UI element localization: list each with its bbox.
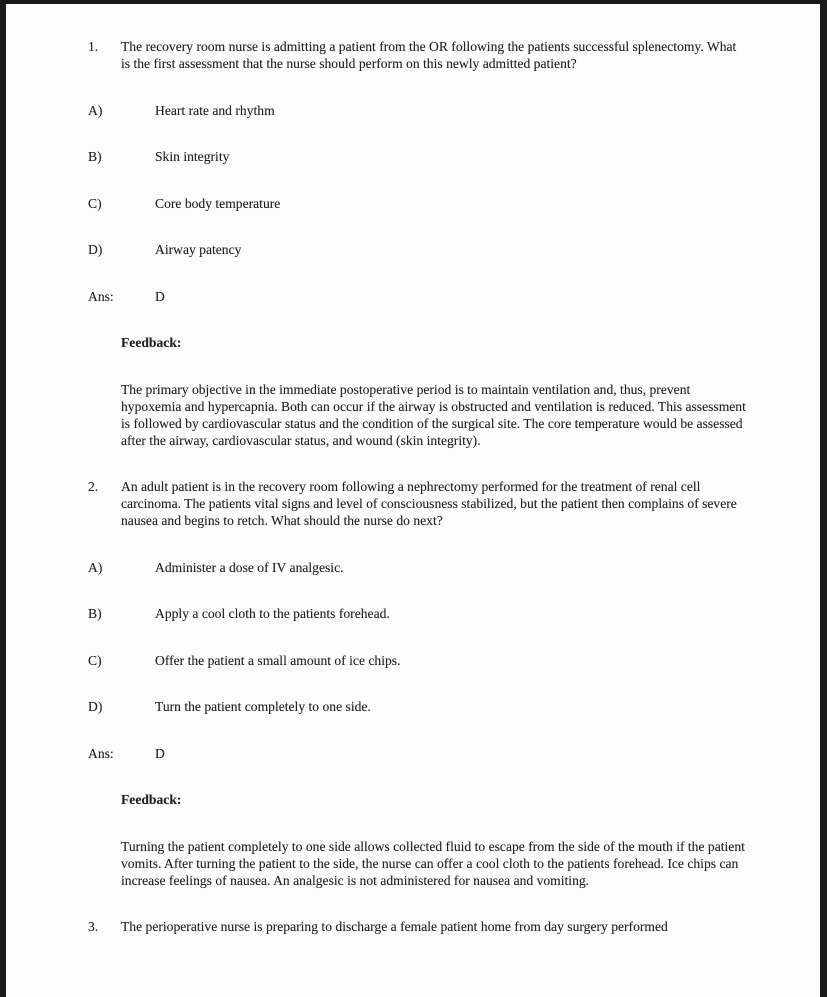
- option-text: Skin integrity: [155, 149, 230, 164]
- question-1-option-c: [88, 195, 748, 212]
- question-number: 2.: [88, 479, 99, 494]
- page-edge-right: [820, 0, 827, 997]
- question-2-option-d: [88, 698, 748, 715]
- question-number: 3.: [88, 919, 99, 934]
- question-1-feedback-heading: Feedback:: [121, 335, 182, 350]
- question-1-answer: [88, 288, 748, 305]
- question-2-option-b: [88, 605, 748, 622]
- option-text: Apply a cool cloth to the patients forehead.: [155, 606, 390, 621]
- page-edge-left: [0, 0, 6, 997]
- answer-label: Ans:: [88, 745, 114, 761]
- question-2-option-a: [88, 559, 748, 576]
- question-2-answer: [88, 745, 748, 762]
- answer-label: Ans:: [88, 288, 114, 304]
- question-2: [88, 478, 748, 529]
- question-2-feedback-heading: Feedback:: [121, 792, 182, 807]
- question-3: [88, 918, 748, 935]
- question-2-option-c: [88, 652, 748, 669]
- option-letter: B): [88, 606, 102, 621]
- page-edge-top: [0, 0, 827, 4]
- question-1-option-b: [88, 148, 748, 165]
- answer-value: D: [155, 288, 165, 304]
- option-text: Administer a dose of IV analgesic.: [155, 559, 344, 575]
- quiz-content: [88, 38, 748, 935]
- option-text: Airway patency: [155, 242, 242, 257]
- option-text: Offer the patient a small amount of ice chips.: [155, 652, 401, 668]
- question-2-feedback-text: Turning the patient completely to one side allows collected fluid to escape from the side of the mouth if the patient vomits. After turning the patient to the side, the nurse can offer a cool cloth to the patients forehead. Ice chips can increase feelings of nausea. An analgesic is not administered for nausea and vomiting.: [121, 838, 745, 888]
- question-1-option-d: [88, 241, 748, 258]
- question-1-feedback-text: The primary objective in the immediate postoperative period is to maintain ventilation and, thus, prevent hypoxemia and hypercapnia. Both can occur if the airway is obstructed and ventilation is reduced. This assessment is followed by cardiovascular status and the condition of the surgical site. The core temperature would be assessed after the airway, cardiovascular status, and wound (skin integrity).: [121, 381, 746, 448]
- option-letter: D): [88, 699, 103, 714]
- option-letter: C): [88, 195, 102, 211]
- question-1-option-a: [88, 102, 748, 119]
- answer-value: D: [155, 745, 165, 761]
- option-text: Core body temperature: [155, 195, 281, 211]
- option-letter: B): [88, 149, 102, 164]
- option-letter: C): [88, 652, 102, 668]
- option-letter: D): [88, 242, 103, 257]
- question-text: The perioperative nurse is preparing to discharge a female patient home from day surgery performed: [121, 919, 668, 934]
- question-number: 1.: [88, 39, 99, 54]
- option-letter: A): [88, 102, 103, 118]
- question-text: The recovery room nurse is admitting a patient from the OR following the patients successful splenectomy. What is the first assessment that the nurse should perform on this newly admitted patient?: [121, 39, 737, 71]
- question-1: [88, 38, 748, 72]
- option-text: Heart rate and rhythm: [155, 102, 275, 118]
- question-text: An adult patient is in the recovery room following a nephrectomy performed for the treatment of renal cell carcinoma. The patients vital signs and level of consciousness stabilized, but the patient then complains of severe nausea and begins to retch. What should the nurse do next?: [121, 479, 737, 528]
- option-text: Turn the patient completely to one side.: [155, 699, 371, 714]
- option-letter: A): [88, 559, 103, 575]
